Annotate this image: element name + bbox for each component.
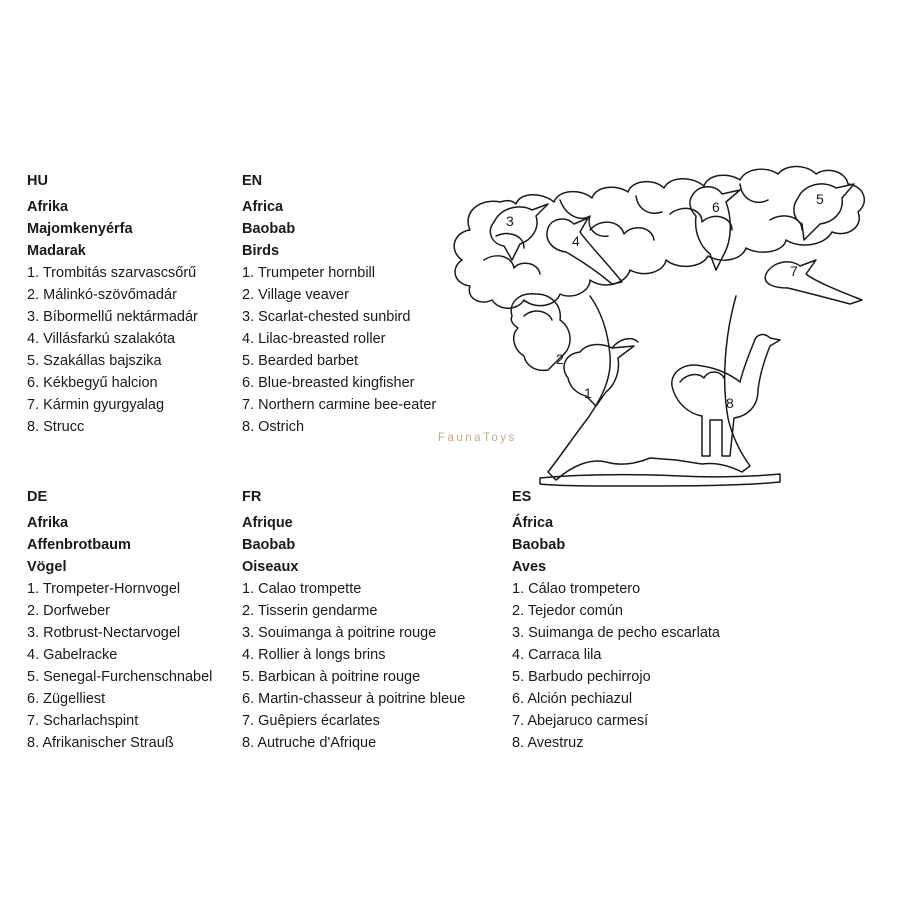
bird-list-item: 5. Bearded barbet — [242, 353, 359, 369]
bird-list-item: 1. Cálao trompetero — [512, 581, 641, 597]
language-code: DE — [27, 489, 48, 505]
continent-name: Africa — [242, 199, 284, 215]
bird-list-item: 4. Rollier à longs brins — [242, 647, 386, 663]
tree-name: Affenbrotbaum — [27, 537, 131, 553]
tree-name: Baobab — [242, 537, 296, 553]
puzzle-label-5: 5 — [816, 191, 824, 207]
tree-name: Majomkenyérfa — [27, 221, 133, 237]
canopy-lobe — [636, 196, 662, 213]
bird-list-item: 2. Dorfweber — [27, 603, 111, 619]
bird-5-outline — [794, 184, 854, 240]
bird-list-item: 2. Málinkó-szövőmadár — [27, 287, 177, 303]
canopy-lobe — [740, 184, 768, 202]
bird-list-item: 4. Villásfarkú szalakóta — [27, 331, 176, 347]
bird-list-item: 7. Abejaruco carmesí — [512, 713, 649, 729]
canopy-lobe — [590, 222, 654, 240]
bird-list-item: 2. Village veaver — [242, 287, 349, 303]
puzzle-label-1: 1 — [584, 385, 592, 401]
puzzle-label-3: 3 — [506, 213, 514, 229]
language-block-de — [27, 486, 212, 754]
language-code: EN — [242, 173, 263, 189]
puzzle-label-4: 4 — [572, 233, 580, 249]
bird-4-outline — [547, 218, 622, 284]
bird-list-item: 2. Tejedor común — [512, 603, 623, 619]
bird-list-item: 8. Ostrich — [242, 419, 305, 435]
bird-list-item: 5. Szakállas bajszika — [27, 353, 162, 369]
language-code: HU — [27, 173, 48, 189]
bird-list-item: 8. Autruche d'Afrique — [242, 735, 377, 751]
bird-list-item: 5. Barbudo pechirrojo — [512, 669, 651, 685]
bird-list-item: 1. Calao trompette — [242, 581, 362, 597]
baobab-puzzle-illustration — [440, 160, 880, 500]
bird-list-item: 8. Strucc — [27, 419, 85, 435]
tree-name: Baobab — [242, 221, 296, 237]
puzzle-label-8: 8 — [726, 395, 734, 411]
bird-list-item: 6. Zügelliest — [27, 691, 106, 707]
bird-list-item: 7. Kármin gyurgyalag — [27, 397, 165, 413]
language-code: FR — [242, 489, 262, 505]
puzzle-label-2: 2 — [556, 351, 564, 367]
language-block-en — [242, 170, 436, 438]
group-name: Oiseaux — [242, 559, 299, 575]
continent-name: Afrika — [27, 199, 69, 215]
continent-name: África — [512, 515, 554, 531]
bird-list-item: 3. Bíbormellű nektármadár — [27, 309, 198, 325]
brand-watermark: FaunaToys — [438, 432, 517, 444]
bird-list-item: 6. Blue-breasted kingfisher — [242, 375, 415, 391]
group-name: Vögel — [27, 559, 67, 575]
canopy-outline — [454, 167, 864, 309]
group-name: Aves — [512, 559, 547, 575]
group-name: Madarak — [27, 243, 86, 259]
canopy-lobe — [560, 200, 608, 236]
bird-list-item: 4. Lilac-breasted roller — [242, 331, 386, 347]
bird-list-item: 6. Martin-chasseur à poitrine bleue — [242, 691, 466, 707]
bird-list-item: 6. Alción pechiazul — [512, 691, 633, 707]
language-block-fr — [242, 486, 465, 754]
language-block-es — [512, 486, 720, 754]
bird-list-item: 8. Afrikanischer Strauß — [27, 735, 174, 751]
continent-name: Afrique — [242, 515, 293, 531]
tree-name: Baobab — [512, 537, 566, 553]
ostrich-wing — [680, 372, 724, 382]
bird-list-item: 3. Souimanga à poitrine rouge — [242, 625, 437, 641]
bird-list-item: 3. Scarlat-chested sunbird — [242, 309, 411, 325]
puzzle-label-7: 7 — [790, 263, 798, 279]
bird-list-item: 7. Scharlachspint — [27, 713, 139, 729]
bird-list-item: 1. Trombitás szarvascsőrű — [27, 265, 197, 281]
bird-list-item: 7. Guêpiers écarlates — [242, 713, 380, 729]
bird-list-item: 5. Senegal-Furchenschnabel — [27, 669, 213, 685]
group-name: Birds — [242, 243, 280, 259]
bird-list-item: 8. Avestruz — [512, 735, 584, 751]
ground-outline — [540, 474, 780, 486]
canopy-lobe — [770, 216, 802, 230]
continent-name: Afrika — [27, 515, 69, 531]
language-block-hu — [27, 170, 198, 438]
puzzle-label-6: 6 — [712, 199, 720, 215]
bird-list-item: 7. Northern carmine bee-eater — [242, 397, 437, 413]
bird-list-item: 3. Suimanga de pecho escarlata — [512, 625, 720, 641]
nest-detail — [524, 311, 552, 320]
bird-list-item: 1. Trompeter-Hornvogel — [27, 581, 181, 597]
bird-list-item: 2. Tisserin gendarme — [242, 603, 378, 619]
bird-list-item: 3. Rotbrust-Nectarvogel — [27, 625, 181, 641]
trunk-outline — [548, 296, 750, 480]
bird-list-item: 4. Carraca lila — [512, 647, 602, 663]
bird-list-item: 4. Gabelracke — [27, 647, 118, 663]
canopy-lobe — [670, 208, 732, 230]
bird-list-item: 1. Trumpeter hornbill — [242, 265, 375, 281]
bird-list-item: 5. Barbican à poitrine rouge — [242, 669, 421, 685]
bird-list-item: 6. Kékbegyű halcion — [27, 375, 158, 391]
language-code: ES — [512, 489, 532, 505]
bird-7-outline — [765, 260, 862, 304]
bird-1-outline — [564, 345, 634, 406]
bird-3-outline — [490, 204, 548, 260]
